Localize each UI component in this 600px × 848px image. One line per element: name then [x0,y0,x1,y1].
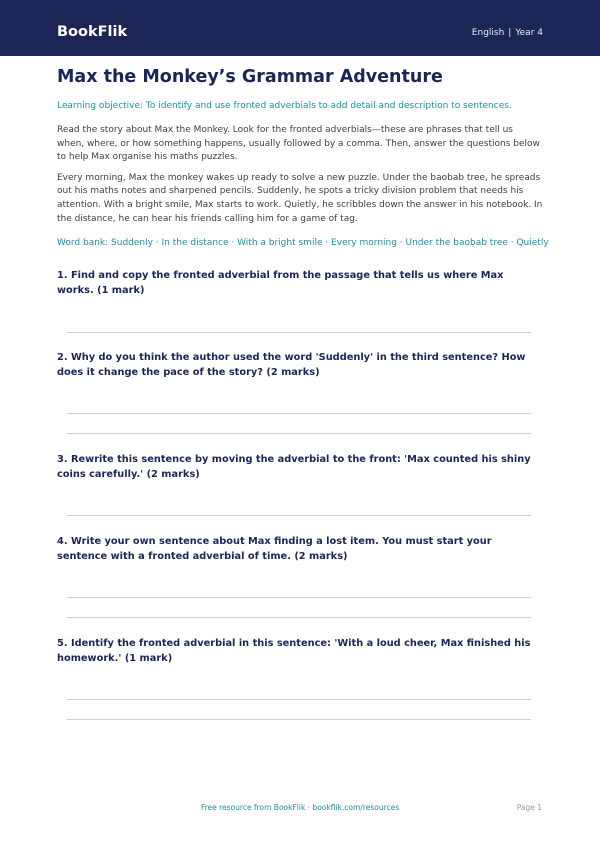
year-label: Year 4 [515,28,543,38]
question-2: 2. Why do you think the author used the word 'Suddenly' in the third sentence? How does it change the pace of the story? (2 marks) [57,352,526,378]
page-number: Page 1 [516,803,542,812]
question-5: 5. Identify the fronted adverbial in this sentence: 'With a loud cheer, Max finished his homework.' (1 mark) [57,638,531,664]
subject-year-label [472,26,543,40]
learning-objective: Learning objective: To identify and use fronted adverbials to add detail and description to sentences. [57,101,512,111]
question-4: 4. Write your own sentence about Max finding a lost item. You must start your sentence with a fronted adverbial of time. (2 marks) [57,536,492,562]
worksheet-intro [57,66,549,250]
story-paragraph: Every morning, Max the monkey wakes up ready to solve a new puzzle. Under the baobab tree, he spreads out his maths notes and sharpened pencils. Suddenly, he spots a tricky division problem that needs his attention. With a bright smile, Max starts to work. Quietly, he scribbles down the answer in his notebook. In the distance, he can hear his friends calling him for a game of tag. [57,172,543,224]
instructions-paragraph: Read the story about Max the Monkey. Look for the fronted adverbials—these are phrases that tell us when, where, or how something happens, usually followed by a comma. Then, answer the questions below to help Max organise his maths puzzles. [57,125,540,163]
answer-line[interactable] [67,719,531,720]
footer-credit[interactable]: Free resource from BookFlik · bookflik.com/resources [200,803,400,812]
meta-separator: | [508,28,512,38]
answer-line[interactable] [67,699,531,700]
answer-line[interactable] [67,597,531,598]
subject-label: English [471,28,505,38]
answer-line[interactable] [67,515,531,516]
question-1: 1. Find and copy the fronted adverbial from the passage that tells us where Max works. (1 mark) [57,270,504,296]
answer-line[interactable] [67,433,531,434]
answer-line[interactable] [67,332,531,333]
word-bank: Word bank: Suddenly · In the distance · With a bright smile · Every morning · Under the baobab tree · Quietly [57,238,549,249]
answer-line[interactable] [67,413,531,414]
header-bar [0,0,600,56]
question-3: 3. Rewrite this sentence by moving the adverbial to the front: 'Max counted his shiny coins carefully.' (2 marks) [57,454,531,480]
worksheet-title: Max the Monkey’s Grammar Adventure [57,67,443,87]
answer-line[interactable] [67,617,531,618]
brand-logo-text: BookFlik [57,24,128,40]
